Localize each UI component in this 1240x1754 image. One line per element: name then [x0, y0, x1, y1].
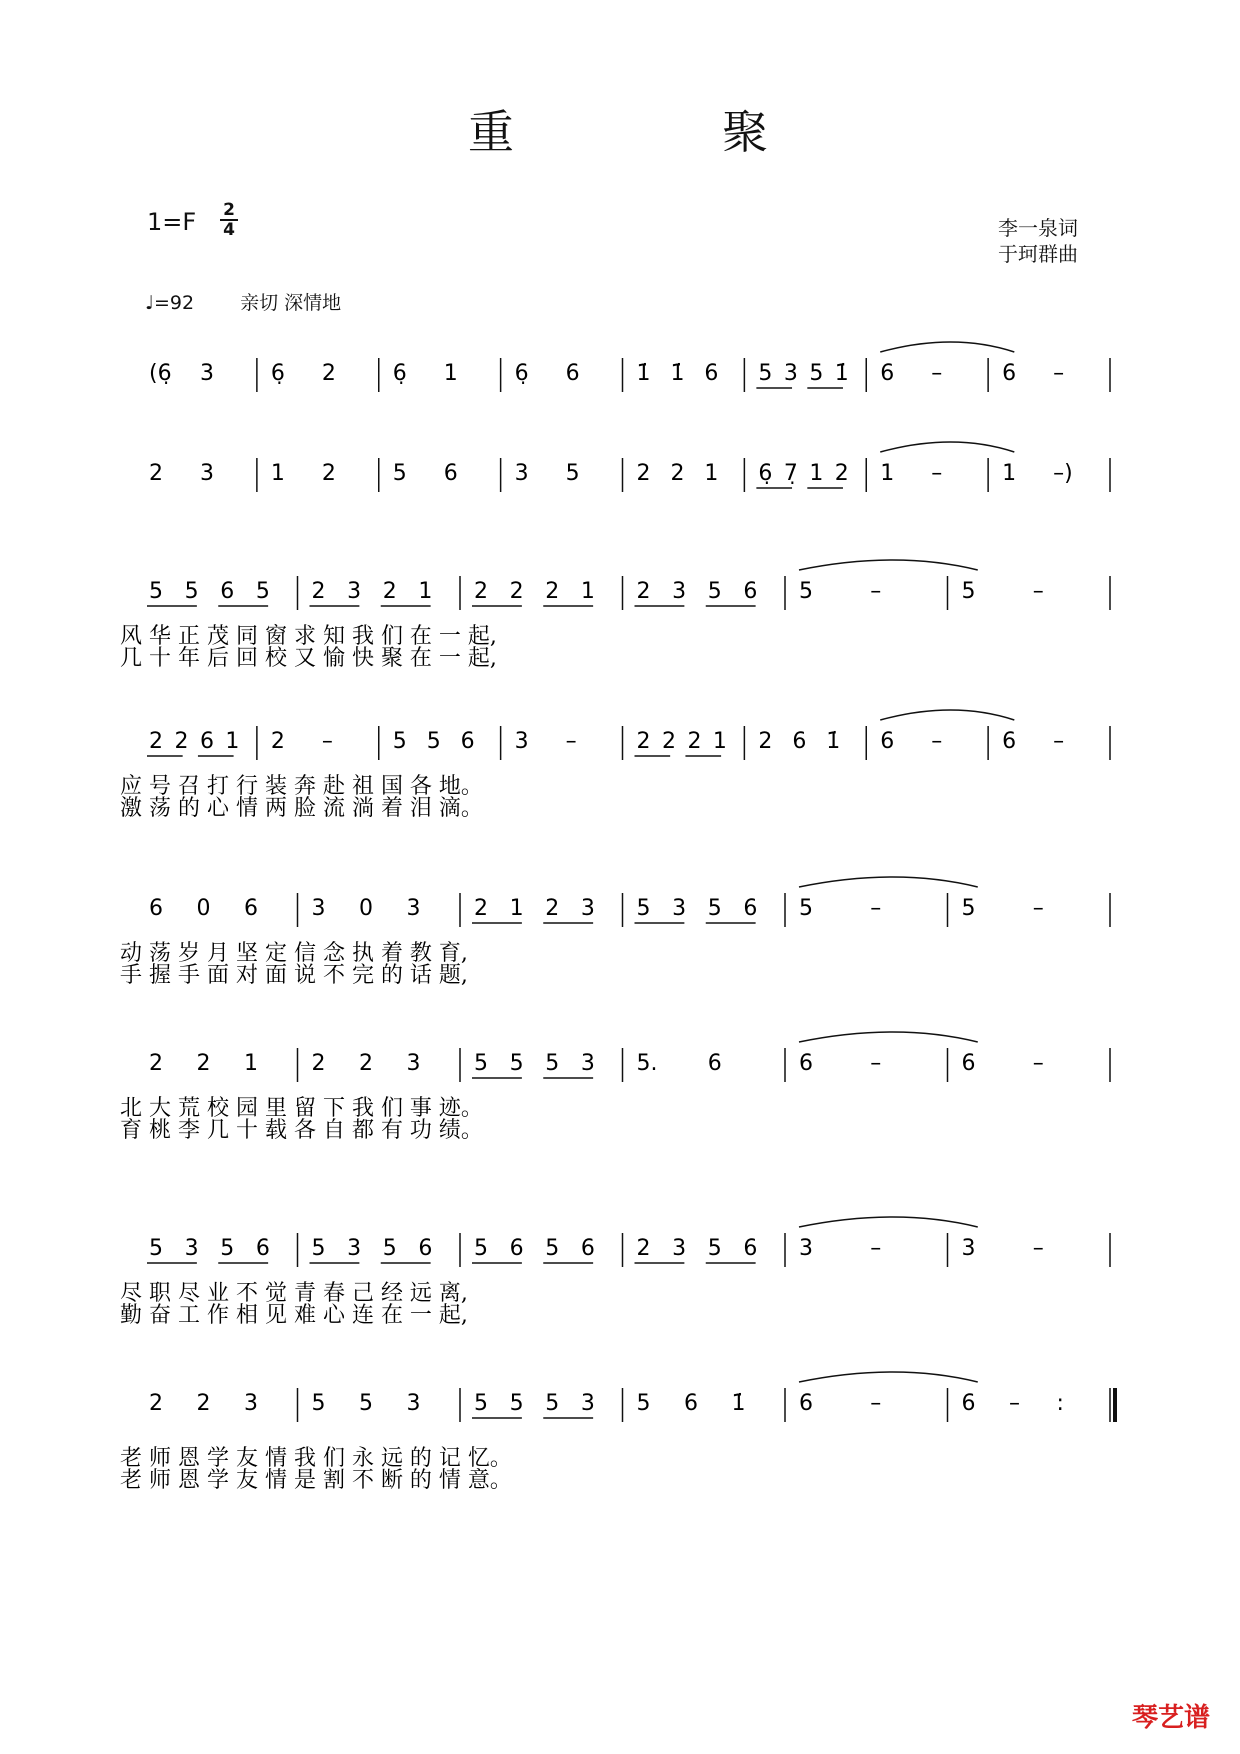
- note: 6: [580, 1236, 595, 1261]
- note: 7̣: [783, 461, 798, 486]
- lyric-line: 手 握 手 面 对 面 说 不 完 的 话 题,: [120, 963, 468, 988]
- note: 6: [244, 896, 258, 921]
- note: 6: [792, 729, 807, 754]
- note: 2: [311, 579, 326, 604]
- note: 3: [580, 1391, 595, 1416]
- note: 2: [270, 729, 285, 754]
- note: 3: [199, 361, 214, 386]
- note: 2: [509, 579, 524, 604]
- note: 6: [743, 1236, 758, 1261]
- note: 3: [799, 1236, 813, 1261]
- note: :: [1056, 1391, 1064, 1416]
- note: 6: [565, 361, 580, 386]
- note: 2: [545, 896, 560, 921]
- note: 1: [809, 461, 824, 486]
- note: –: [1032, 1051, 1044, 1076]
- note: 6: [1002, 361, 1017, 386]
- note: 5: [961, 896, 976, 921]
- note: 2: [636, 729, 651, 754]
- note: 5: [184, 579, 199, 604]
- note: –: [1053, 361, 1065, 386]
- tie-arc: [799, 1032, 978, 1042]
- note: 3: [406, 1051, 421, 1076]
- note: 2: [311, 1051, 326, 1076]
- tie-arc: [799, 877, 978, 887]
- note: 2: [636, 1236, 651, 1261]
- note: 2: [149, 1051, 163, 1076]
- note: 2: [636, 579, 651, 604]
- lyric-line: 老 师 恩 学 友 情 是 割 不 断 的 情 意。: [120, 1468, 512, 1493]
- note: 1: [270, 461, 285, 486]
- note: 3: [961, 1236, 976, 1261]
- note: 6: [799, 1391, 813, 1416]
- note: 6: [799, 1051, 813, 1076]
- note: 6: [199, 729, 214, 754]
- note: 6: [460, 729, 475, 754]
- note: 5: [382, 1236, 397, 1261]
- note: 2: [687, 729, 702, 754]
- note: 2: [359, 1051, 373, 1076]
- note: 6̣: [270, 361, 285, 386]
- note: 2: [474, 579, 488, 604]
- lyricist: 李一泉词: [998, 216, 1078, 240]
- note: 2: [321, 461, 336, 486]
- note: –: [931, 361, 943, 386]
- note: 6: [880, 361, 895, 386]
- note: 3: [672, 579, 687, 604]
- note: 5: [509, 1391, 524, 1416]
- note: 2: [474, 896, 488, 921]
- key-signature: 1=F: [147, 208, 197, 236]
- note: –: [1009, 1391, 1020, 1416]
- note: 5: [311, 1236, 326, 1261]
- note: –: [1053, 729, 1065, 754]
- note: 3: [347, 579, 362, 604]
- note: 6: [443, 461, 458, 486]
- note: –: [931, 729, 943, 754]
- note: 5: [474, 1236, 488, 1261]
- note: –: [565, 729, 577, 754]
- note: 6: [704, 361, 719, 386]
- title-char-1: 重: [468, 105, 518, 159]
- note: 5: [636, 1391, 651, 1416]
- note: 3: [514, 461, 529, 486]
- note: (6̣: [149, 361, 172, 386]
- note: 3: [514, 729, 529, 754]
- note: 2: [670, 461, 685, 486]
- lyric-line: 尽 职 尽 业 不 觉 青 春 己 经 远 离,: [120, 1281, 468, 1306]
- note: 6: [961, 1051, 976, 1076]
- note: 2: [382, 579, 397, 604]
- note: 2: [321, 361, 336, 386]
- note: 1̇: [731, 1391, 746, 1416]
- tie-arc: [799, 560, 978, 570]
- note: 3: [184, 1236, 199, 1261]
- note: 5: [758, 361, 773, 386]
- lyric-line: 勤 奋 工 作 相 见 难 心 连 在 一 起,: [120, 1303, 468, 1328]
- note: 5: [545, 1236, 560, 1261]
- lyric-line: 几 十 年 后 回 校 又 愉 快 聚 在 一 起,: [120, 646, 497, 671]
- note: 5: [426, 729, 441, 754]
- note: 5: [636, 896, 651, 921]
- note: 6̣: [514, 361, 529, 386]
- note: 5: [707, 579, 722, 604]
- note: 1: [509, 896, 524, 921]
- note: 5: [799, 579, 813, 604]
- note: 2: [149, 729, 163, 754]
- note: 5: [149, 579, 163, 604]
- note: 2: [196, 1051, 211, 1076]
- note: 5: [509, 1051, 524, 1076]
- note: 6: [418, 1236, 433, 1261]
- tie-arc: [799, 1372, 978, 1382]
- note: 3: [580, 1051, 595, 1076]
- expression-text: 亲切 深情地: [240, 292, 342, 314]
- lyric-line: 北 大 荒 校 园 里 留 下 我 们 事 迹。: [120, 1096, 483, 1121]
- note: 2: [661, 729, 676, 754]
- note: 5: [707, 896, 722, 921]
- composer: 于珂群曲: [998, 242, 1078, 266]
- note: 2: [636, 461, 651, 486]
- note: 5: [809, 361, 824, 386]
- lyric-line: 动 荡 岁 月 坚 定 信 念 执 着 教 育,: [120, 941, 468, 966]
- note: 6: [743, 896, 758, 921]
- note: 1: [712, 729, 727, 754]
- note: –: [870, 579, 882, 604]
- note: 2: [758, 729, 773, 754]
- note: 5: [961, 579, 976, 604]
- note: 5: [392, 461, 407, 486]
- note: 3: [244, 1391, 258, 1416]
- note: 6: [961, 1391, 976, 1416]
- note: 0: [359, 896, 373, 921]
- note: 1: [880, 461, 895, 486]
- note: –: [321, 729, 333, 754]
- note: 6: [149, 896, 163, 921]
- note: 5: [255, 579, 270, 604]
- note: –: [931, 461, 943, 486]
- note: 2: [149, 461, 163, 486]
- note: 3: [347, 1236, 362, 1261]
- watermark-logo: 琴艺谱: [1131, 1703, 1210, 1733]
- tie-arc: [799, 1217, 978, 1227]
- note: 3: [406, 896, 421, 921]
- lyric-line: 应 号 召 打 行 装 奔 赴 祖 国 各 地。: [120, 774, 483, 799]
- tie-arc: [880, 710, 1014, 720]
- title-char-2: 聚: [722, 105, 772, 159]
- note: 3: [311, 896, 326, 921]
- lyric-line: 育 桃 李 几 十 载 各 自 都 有 功 绩。: [120, 1118, 483, 1143]
- note: 3: [672, 1236, 687, 1261]
- note: 5.: [636, 1051, 658, 1076]
- note: 2: [149, 1391, 163, 1416]
- note: 2: [545, 579, 560, 604]
- time-signature-top: 2: [223, 200, 235, 220]
- note: 3: [672, 896, 687, 921]
- note: 3: [406, 1391, 421, 1416]
- note: 5: [565, 461, 580, 486]
- note: 5: [220, 1236, 235, 1261]
- note: 5: [392, 729, 407, 754]
- note: 6: [684, 1391, 698, 1416]
- note: 3: [580, 896, 595, 921]
- note: 1̇: [834, 361, 849, 386]
- note: –: [1032, 1236, 1044, 1261]
- tie-arc: [880, 342, 1014, 352]
- note: 3: [783, 361, 798, 386]
- note: 2: [174, 729, 189, 754]
- time-signature-bottom: 4: [223, 220, 235, 240]
- note: 5: [707, 1236, 722, 1261]
- note: 2: [834, 461, 849, 486]
- note: 5: [799, 896, 813, 921]
- note: 5: [311, 1391, 326, 1416]
- note: 6̣: [392, 361, 407, 386]
- note: 1: [704, 461, 719, 486]
- note: 6: [743, 579, 758, 604]
- lyric-line: 激 荡 的 心 情 两 脸 流 淌 着 泪 滴。: [120, 796, 483, 821]
- lyric-line: 老 师 恩 学 友 情 我 们 永 远 的 记 忆。: [120, 1446, 512, 1471]
- note: 1: [225, 729, 240, 754]
- note: –: [1032, 896, 1044, 921]
- note: –: [870, 1236, 882, 1261]
- note: –: [1032, 579, 1044, 604]
- note: 1̇: [826, 729, 841, 754]
- note: 5: [149, 1236, 163, 1261]
- lyric-line: 风 华 正 茂 同 窗 求 知 我 们 在 一 起,: [120, 624, 497, 649]
- note: –: [870, 896, 882, 921]
- note: 5: [474, 1391, 488, 1416]
- note: –: [870, 1051, 882, 1076]
- note: 6: [220, 579, 235, 604]
- note: 1: [580, 579, 595, 604]
- note: 5: [545, 1391, 560, 1416]
- note: 6: [1002, 729, 1017, 754]
- note: 5: [474, 1051, 488, 1076]
- note: –): [1053, 461, 1073, 486]
- note: 5: [545, 1051, 560, 1076]
- note: 1: [1002, 461, 1017, 486]
- note: –: [870, 1391, 882, 1416]
- tie-arc: [880, 442, 1014, 452]
- note: 6: [707, 1051, 722, 1076]
- note: 1̇: [636, 361, 651, 386]
- note: 6: [255, 1236, 270, 1261]
- note: 0: [196, 896, 211, 921]
- tempo-value: ♩=92: [145, 292, 195, 314]
- note: 1: [244, 1051, 258, 1076]
- note: 3: [199, 461, 214, 486]
- note: 1̇: [670, 361, 685, 386]
- note: 6: [509, 1236, 524, 1261]
- note: 5: [359, 1391, 373, 1416]
- note: 1: [443, 361, 458, 386]
- note: 6̣: [758, 461, 773, 486]
- note: 1: [418, 579, 433, 604]
- note: 2: [196, 1391, 211, 1416]
- note: 6: [880, 729, 895, 754]
